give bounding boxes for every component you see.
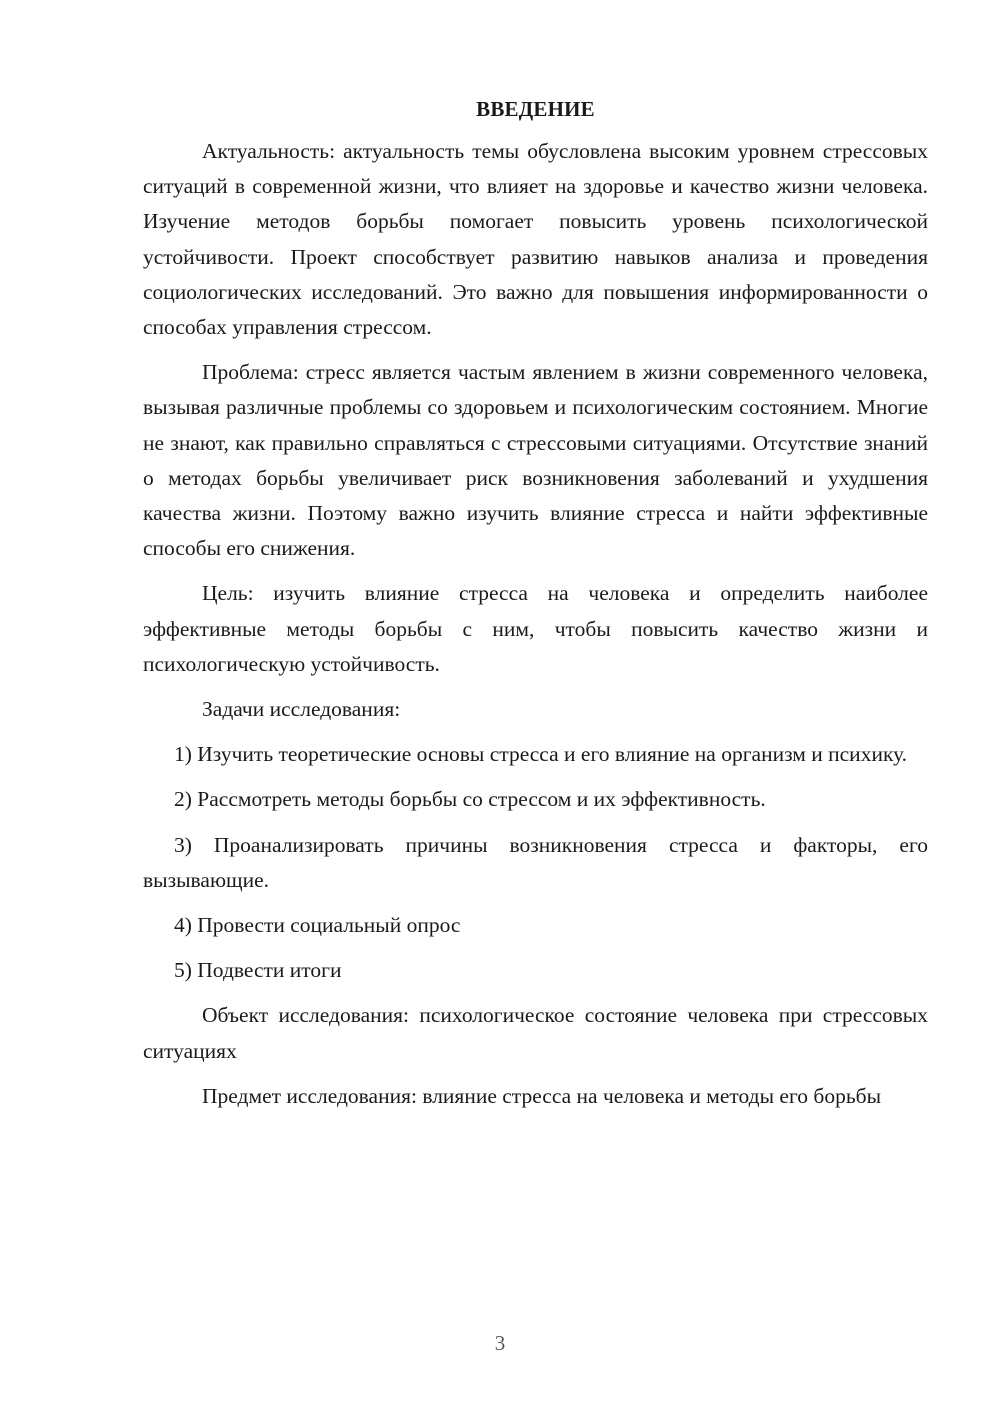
document-page — [143, 92, 928, 1124]
paragraph-object: Объект исследования: психологическое состояние человека при стрессовых ситуациях — [143, 1003, 928, 1063]
task-item: 2) Рассмотреть методы борьбы со стрессом и их эффективность. — [174, 787, 766, 812]
paragraph-subject: Предмет исследования: влияние стресса на человека и методы его борьбы — [202, 1083, 882, 1108]
task-item: 5) Подвести итоги — [174, 958, 342, 983]
tasks-heading: Задачи исследования: — [202, 697, 401, 722]
task-item: 4) Провести социальный опрос — [174, 913, 461, 938]
paragraph-problem: Проблема: стресс является частым явлением в жизни современного человека, вызывая различные проблемы со здоровьем и психологическим состоянием. Многие не знают, как правильно справляться с стрессовыми ситуациями. Отсутствие знаний о методах борьбы увеличивает риск возникновения заболеваний и ухудшения качества жизни. Поэтому важно изучить влияние стресса и найти эффективные способы его снижения. — [143, 360, 928, 561]
paragraph-relevance: Актуальность: актуальность темы обусловлена высоким уровнем стрессовых ситуаций в современной жизни, что влияет на здоровье и качество жизни человека. Изучение методов борьбы помогает повысить уровень психологической устойчивости. Проект способствует развитию навыков анализа и проведения социологических исследований. Это важно для повышения информированности о способах управления стрессом. — [143, 139, 928, 340]
page-number: 3 — [494, 1331, 506, 1355]
tasks-list — [143, 737, 928, 988]
section-title: ВВЕДЕНИЕ — [476, 97, 595, 121]
task-item: 1) Изучить теоретические основы стресса и его влияние на организм и психику. — [174, 742, 908, 767]
task-item: 3) Проанализировать причины возникновения стресса и факторы, его вызывающие. — [143, 832, 928, 892]
paragraph-goal: Цель: изучить влияние стресса на человека и определить наиболее эффективные методы борьбы с ним, чтобы повысить качество жизни и психологическую устойчивость. — [143, 581, 928, 676]
